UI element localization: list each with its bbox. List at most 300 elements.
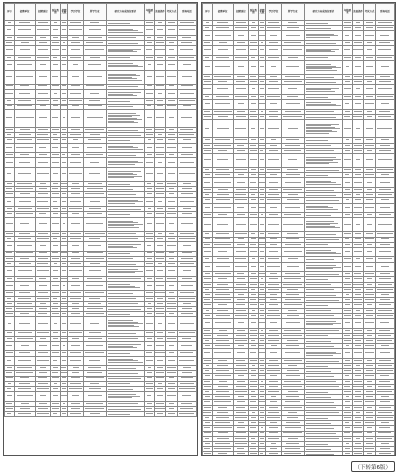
table-cell	[258, 247, 266, 257]
table-cell	[5, 60, 15, 70]
table-cell	[203, 31, 213, 41]
table-cell	[249, 85, 259, 95]
table-cell	[249, 247, 259, 257]
table-cell	[60, 217, 68, 231]
table-cell	[258, 100, 266, 110]
table-cell	[5, 341, 15, 351]
table-cell	[5, 46, 15, 56]
table-cell	[154, 70, 166, 84]
table-cell	[166, 143, 178, 153]
table-row	[203, 452, 395, 456]
table-cell	[14, 317, 35, 331]
table-cell	[35, 60, 50, 70]
table-cell	[166, 158, 178, 168]
table-cell	[352, 46, 364, 56]
table-cell	[258, 46, 266, 56]
table-cell	[106, 341, 144, 351]
table-cell	[203, 218, 213, 232]
table-cell	[60, 267, 68, 277]
column-header: 招聘岗位	[35, 4, 50, 21]
table-cell	[68, 60, 83, 70]
table-cell	[343, 349, 353, 359]
column-header: 研究方向或岗位要求	[304, 4, 342, 21]
table-cell	[166, 317, 178, 331]
table-cell	[106, 46, 144, 56]
table-cell	[258, 318, 266, 328]
table-cell	[106, 356, 144, 366]
table-cell	[233, 178, 248, 188]
table-row	[5, 60, 197, 70]
table-cell	[14, 281, 35, 291]
table-cell	[249, 31, 259, 41]
table-cell	[343, 262, 353, 272]
table-cell	[249, 318, 259, 328]
table-cell	[364, 154, 376, 168]
table-cell	[60, 46, 68, 56]
table-cell	[177, 356, 196, 366]
table-cell	[35, 89, 50, 99]
table-cell	[5, 392, 15, 402]
table-cell	[5, 70, 15, 84]
table-cell	[343, 85, 353, 95]
table-cell	[166, 89, 178, 99]
table-cell	[352, 452, 364, 456]
table-cell	[212, 178, 233, 188]
table-cell	[83, 412, 106, 417]
table-cell	[68, 70, 83, 84]
table-cell	[35, 46, 50, 56]
table-cell	[364, 247, 376, 257]
table-cell	[177, 281, 196, 291]
table-cell	[60, 197, 68, 207]
table-cell	[233, 60, 248, 74]
table-cell	[83, 197, 106, 207]
table-cell	[212, 203, 233, 213]
table-cell	[212, 46, 233, 56]
table-cell	[304, 85, 342, 95]
table-cell	[304, 203, 342, 213]
table-cell	[343, 218, 353, 232]
table-cell	[203, 60, 213, 74]
table-cell	[51, 241, 61, 251]
table-cell	[177, 60, 196, 70]
table-row	[203, 218, 395, 232]
table-cell	[60, 341, 68, 351]
table-row	[203, 154, 395, 168]
table-cell	[145, 143, 155, 153]
table-cell	[249, 178, 259, 188]
table-row	[5, 26, 197, 36]
table-cell	[83, 317, 106, 331]
table-cell	[145, 89, 155, 99]
table-cell	[35, 197, 50, 207]
table-cell	[106, 412, 144, 417]
table-cell	[35, 241, 50, 251]
table-cell	[304, 46, 342, 56]
table-row	[5, 341, 197, 351]
table-cell	[203, 85, 213, 95]
table-cell	[35, 26, 50, 36]
table-cell	[83, 281, 106, 291]
table-cell	[83, 143, 106, 153]
table-cell	[304, 452, 342, 456]
table-cell	[233, 218, 248, 232]
table-cell	[145, 46, 155, 56]
table-cell	[258, 31, 266, 41]
table-cell	[281, 46, 304, 56]
table-cell	[145, 392, 155, 402]
table-row	[203, 262, 395, 272]
table-cell	[212, 100, 233, 110]
column-header: 招聘单位	[14, 4, 35, 21]
table-cell	[166, 281, 178, 291]
table-row	[5, 392, 197, 402]
table-cell	[154, 317, 166, 331]
table-cell	[83, 89, 106, 99]
table-row	[5, 267, 197, 277]
table-cell	[258, 85, 266, 95]
table-cell	[166, 267, 178, 277]
table-cell	[249, 203, 259, 213]
table-cell	[233, 262, 248, 272]
table-cell	[154, 197, 166, 207]
table-cell	[258, 452, 266, 456]
table-cell	[106, 70, 144, 84]
table-cell	[212, 85, 233, 95]
table-cell	[166, 70, 178, 84]
table-cell	[233, 247, 248, 257]
table-cell	[364, 178, 376, 188]
table-cell	[343, 318, 353, 328]
table-cell	[266, 203, 281, 213]
table-cell	[83, 241, 106, 251]
table-cell	[304, 218, 342, 232]
table-cell	[258, 349, 266, 359]
table-cell	[249, 452, 259, 456]
table-cell	[177, 267, 196, 277]
continued-on-page-label: （下转第6版）	[351, 461, 396, 472]
table-cell	[212, 247, 233, 257]
table-cell	[203, 318, 213, 328]
table-cell	[375, 100, 394, 110]
table-cell	[177, 26, 196, 36]
table-cell	[51, 392, 61, 402]
table-cell	[343, 100, 353, 110]
table-cell	[343, 203, 353, 213]
table-cell	[60, 317, 68, 331]
column-header: 年龄要求	[145, 4, 155, 21]
table-cell	[266, 178, 281, 188]
column-header: 研究方向或岗位要求	[106, 4, 144, 21]
table-cell	[68, 109, 83, 127]
table-header-right	[203, 4, 395, 21]
table-cell	[249, 60, 259, 74]
table-cell	[177, 412, 196, 417]
table-cell	[203, 100, 213, 110]
table-cell	[203, 46, 213, 56]
table-cell	[106, 109, 144, 127]
table-row	[5, 46, 197, 56]
table-cell	[83, 168, 106, 182]
table-cell	[177, 241, 196, 251]
table-cell	[68, 267, 83, 277]
table-cell	[375, 262, 394, 272]
table-cell	[106, 281, 144, 291]
table-cell	[60, 356, 68, 366]
table-cell	[343, 31, 353, 41]
table-cell	[106, 143, 144, 153]
table-cell	[154, 241, 166, 251]
table-cell	[166, 197, 178, 207]
table-cell	[266, 452, 281, 456]
table-cell	[145, 70, 155, 84]
table-row	[5, 109, 197, 127]
table-row	[5, 70, 197, 84]
table-cell	[177, 317, 196, 331]
table-cell	[364, 46, 376, 56]
table-cell	[266, 218, 281, 232]
table-cell	[145, 168, 155, 182]
table-cell	[60, 26, 68, 36]
table-cell	[249, 349, 259, 359]
table-cell	[5, 217, 15, 231]
table-cell	[177, 89, 196, 99]
table-cell	[68, 168, 83, 182]
table-cell	[375, 318, 394, 328]
table-row	[5, 412, 197, 417]
table-cell	[266, 120, 281, 138]
table-cell	[14, 60, 35, 70]
table-cell	[177, 70, 196, 84]
table-cell	[203, 178, 213, 188]
table-cell	[203, 247, 213, 257]
table-cell	[249, 154, 259, 168]
table-cell	[68, 143, 83, 153]
table-cell	[60, 392, 68, 402]
table-cell	[304, 247, 342, 257]
table-cell	[154, 46, 166, 56]
table-cell	[281, 178, 304, 188]
table-cell	[233, 203, 248, 213]
column-header: 所学专业	[83, 4, 106, 21]
table-cell	[304, 100, 342, 110]
table-row	[5, 317, 197, 331]
table-cell	[177, 197, 196, 207]
table-cell	[145, 158, 155, 168]
recruitment-table-right	[201, 2, 396, 456]
table-row	[5, 158, 197, 168]
table-cell	[166, 109, 178, 127]
table-cell	[266, 60, 281, 74]
table-cell	[364, 120, 376, 138]
table-cell	[233, 100, 248, 110]
table-cell	[35, 392, 50, 402]
table-cell	[35, 412, 50, 417]
table-row	[5, 217, 197, 231]
table-cell	[212, 154, 233, 168]
table-row	[5, 168, 197, 182]
table-cell	[304, 120, 342, 138]
table-cell	[68, 197, 83, 207]
table-cell	[281, 100, 304, 110]
table-cell	[51, 109, 61, 127]
table-cell	[35, 168, 50, 182]
table-cell	[154, 109, 166, 127]
table-row	[5, 356, 197, 366]
table-cell	[154, 26, 166, 36]
table-cell	[14, 341, 35, 351]
table-cell	[212, 120, 233, 138]
table-right	[202, 3, 395, 456]
table-cell	[249, 218, 259, 232]
table-header-left	[5, 4, 197, 21]
table-cell	[304, 60, 342, 74]
table-cell	[281, 247, 304, 257]
table-cell	[281, 154, 304, 168]
column-header: 序号	[203, 4, 213, 21]
table-cell	[51, 26, 61, 36]
table-cell	[343, 178, 353, 188]
table-cell	[258, 154, 266, 168]
table-cell	[154, 356, 166, 366]
table-cell	[266, 349, 281, 359]
table-cell	[145, 109, 155, 127]
table-row	[203, 318, 395, 328]
table-cell	[258, 218, 266, 232]
table-cell	[106, 26, 144, 36]
table-cell	[212, 318, 233, 328]
table-cell	[60, 158, 68, 168]
table-cell	[145, 197, 155, 207]
column-header: 考试方式	[364, 4, 376, 21]
table-cell	[83, 267, 106, 277]
table-cell	[166, 356, 178, 366]
table-cell	[266, 31, 281, 41]
table-cell	[375, 60, 394, 74]
table-cell	[352, 247, 364, 257]
column-header: 所学专业	[281, 4, 304, 21]
table-cell	[177, 158, 196, 168]
table-cell	[203, 203, 213, 213]
table-cell	[364, 203, 376, 213]
table-cell	[5, 26, 15, 36]
table-cell	[233, 46, 248, 56]
table-cell	[177, 46, 196, 56]
table-cell	[106, 392, 144, 402]
table-cell	[14, 46, 35, 56]
table-cell	[154, 392, 166, 402]
table-cell	[352, 203, 364, 213]
table-cell	[166, 241, 178, 251]
table-cell	[177, 109, 196, 127]
table-cell	[281, 85, 304, 95]
table-cell	[352, 100, 364, 110]
table-cell	[83, 70, 106, 84]
table-cell	[83, 392, 106, 402]
table-cell	[51, 267, 61, 277]
table-cell	[352, 154, 364, 168]
table-cell	[51, 356, 61, 366]
table-cell	[154, 143, 166, 153]
table-cell	[60, 89, 68, 99]
table-row	[203, 46, 395, 56]
table-cell	[14, 26, 35, 36]
table-cell	[177, 392, 196, 402]
table-row	[203, 120, 395, 138]
table-cell	[14, 168, 35, 182]
table-cell	[14, 197, 35, 207]
table-cell	[51, 317, 61, 331]
table-cell	[266, 262, 281, 272]
table-cell	[375, 349, 394, 359]
table-cell	[60, 60, 68, 70]
table-cell	[352, 120, 364, 138]
table-cell	[106, 317, 144, 331]
table-cell	[5, 356, 15, 366]
table-cell	[51, 89, 61, 99]
table-cell	[14, 109, 35, 127]
table-cell	[375, 452, 394, 456]
table-cell	[281, 120, 304, 138]
table-cell	[68, 158, 83, 168]
table-cell	[166, 46, 178, 56]
table-cell	[343, 60, 353, 74]
table-cell	[352, 60, 364, 74]
table-cell	[212, 349, 233, 359]
table-cell	[51, 158, 61, 168]
table-cell	[154, 89, 166, 99]
table-cell	[166, 392, 178, 402]
table-cell	[375, 154, 394, 168]
table-cell	[233, 31, 248, 41]
table-cell	[304, 262, 342, 272]
table-cell	[212, 31, 233, 41]
table-cell	[68, 341, 83, 351]
table-cell	[83, 158, 106, 168]
table-cell	[352, 31, 364, 41]
recruitment-table-left	[3, 2, 198, 456]
table-cell	[51, 46, 61, 56]
table-cell	[266, 46, 281, 56]
table-cell	[154, 412, 166, 417]
column-header: 其他条件	[352, 4, 364, 21]
table-cell	[375, 178, 394, 188]
table-cell	[258, 120, 266, 138]
table-cell	[60, 412, 68, 417]
table-cell	[145, 317, 155, 331]
table-cell	[364, 31, 376, 41]
table-cell	[35, 217, 50, 231]
table-cell	[5, 241, 15, 251]
table-cell	[177, 217, 196, 231]
table-cell	[249, 46, 259, 56]
table-cell	[60, 143, 68, 153]
table-cell	[35, 70, 50, 84]
table-cell	[364, 318, 376, 328]
table-cell	[68, 317, 83, 331]
table-row	[203, 85, 395, 95]
table-cell	[35, 356, 50, 366]
table-left	[4, 3, 197, 417]
table-cell	[145, 341, 155, 351]
table-cell	[35, 109, 50, 127]
column-header: 考试方式	[166, 4, 178, 21]
table-cell	[352, 218, 364, 232]
table-cell	[106, 267, 144, 277]
table-cell	[14, 356, 35, 366]
table-cell	[35, 317, 50, 331]
table-cell	[266, 85, 281, 95]
